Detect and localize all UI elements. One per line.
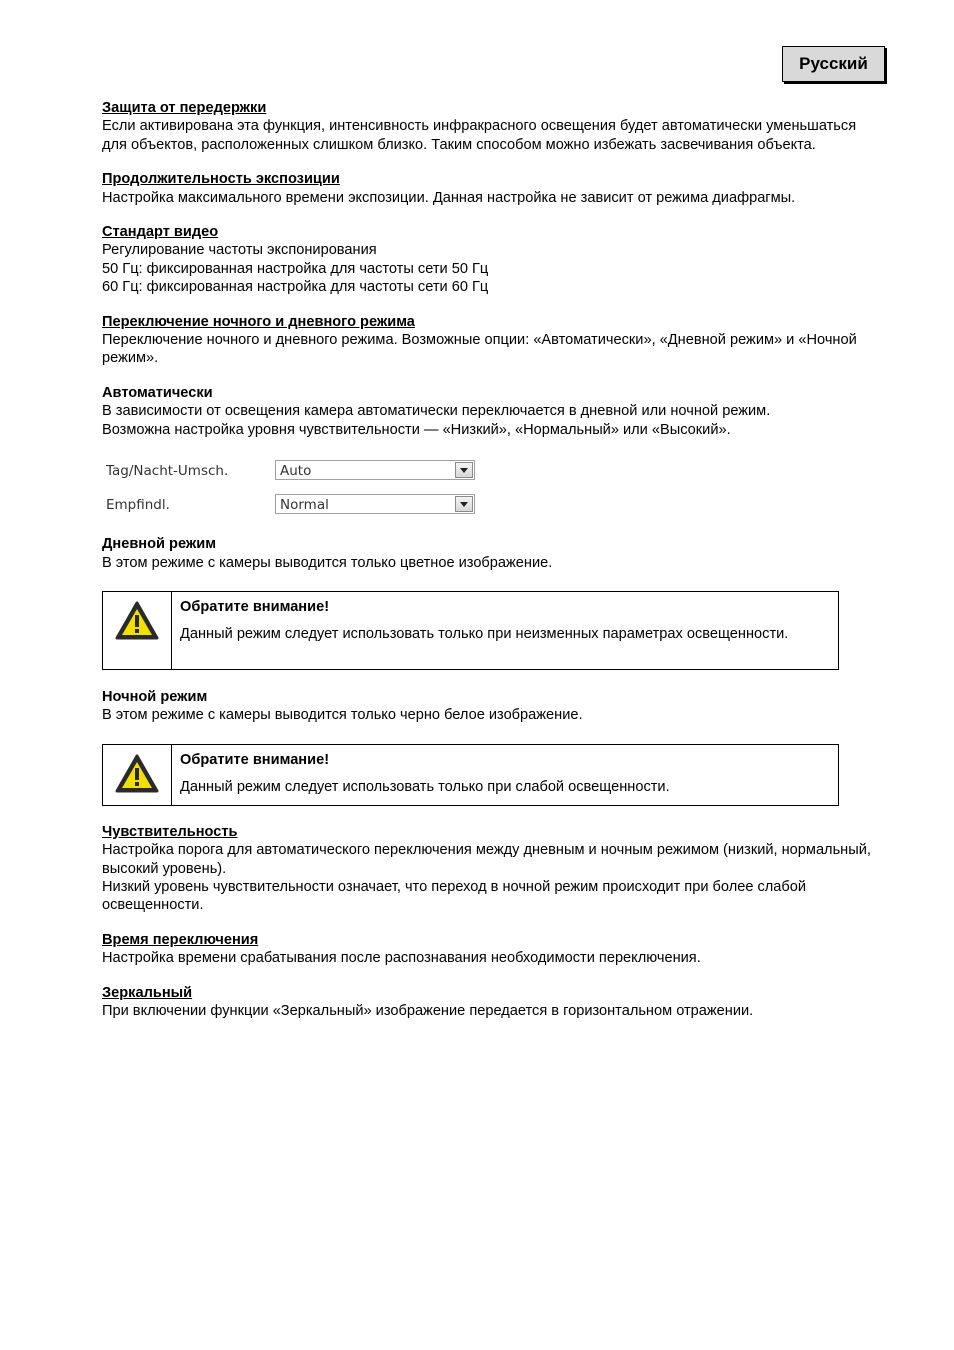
settings-screenshot [102, 453, 872, 535]
section-title: Чувствительность [102, 823, 238, 840]
section-exposure-duration [102, 170, 872, 207]
note-title: Обратите внимание! [180, 751, 330, 768]
section-mirror [102, 984, 872, 1021]
section-automatic [102, 384, 872, 439]
document-body [102, 99, 872, 1020]
section-title: Переключение ночного и дневного режима [102, 313, 415, 330]
select-value: Auto [280, 463, 312, 480]
note-icon-cell [103, 592, 172, 669]
warning-triangle-icon [115, 601, 159, 641]
note-text: Данный режим следует использовать только при неизменных параметрах освещенности. [180, 626, 789, 643]
note-text: Данный режим следует использовать только при слабой освещенности. [180, 779, 670, 796]
note-box [102, 744, 839, 806]
section-text: Низкий уровень чувствительности означает, что переход в ночной режим происходит при более слабой освещенности. [102, 878, 807, 914]
note-body [172, 745, 838, 805]
sensitivity-select[interactable] [275, 494, 475, 514]
section-text: Регулирование частоты экспонирования [102, 242, 377, 259]
section-text: При включении функции «Зеркальный» изображение передается в горизонтальном отражении. [102, 1002, 754, 1019]
section-title: Продолжительность экспозиции [102, 171, 340, 188]
section-text: В этом режиме с камеры выводится только черно белое изображение. [102, 707, 583, 724]
section-text: Настройка порога для автоматического переключения между дневным и ночным режимом (низкий, нормальный, высокий уровень). [102, 842, 871, 877]
language-badge: Русский [782, 46, 885, 82]
section-title: Автоматически [102, 384, 213, 401]
section-video-standard [102, 223, 872, 297]
note-title: Обратите внимание! [180, 598, 330, 615]
section-text: 60 Гц: фиксированная настройка для частоты сети 60 Гц [102, 279, 489, 296]
section-switch-time [102, 931, 872, 968]
section-title: Ночной режим [102, 688, 208, 705]
section-title: Время переключения [102, 931, 259, 948]
section-day-night-switch [102, 313, 872, 368]
section-night-mode [102, 688, 872, 725]
section-text: Если активирована эта функция, интенсивность инфракрасного освещения будет автоматически уменьшаться для объектов, расположенных слишком близко. Таким способом можно избежать засвечивания объекта. [102, 118, 857, 153]
section-text: В этом режиме с камеры выводится только цветное изображение. [102, 554, 553, 571]
setting-label: Empfindl. [106, 497, 170, 514]
section-title: Защита от передержки [102, 100, 267, 116]
note-body [172, 592, 838, 669]
chevron-down-icon[interactable] [455, 496, 473, 512]
section-title: Дневной режим [102, 536, 217, 553]
section-overexposure [102, 99, 872, 154]
section-title: Зеркальный [102, 984, 193, 1001]
setting-row-sensitivity [102, 494, 478, 516]
setting-row-day-night [102, 460, 478, 482]
day-night-select[interactable] [275, 460, 475, 480]
section-text: Настройка времени срабатывания после распознавания необходимости переключения. [102, 950, 701, 967]
select-value: Normal [280, 497, 329, 514]
section-sensitivity [102, 823, 872, 915]
section-day-mode [102, 535, 872, 572]
note-icon-cell [103, 745, 172, 805]
section-text: Настройка максимального времени экспозиции. Данная настройка не зависит от режима диафрагмы. [102, 189, 796, 206]
warning-triangle-icon [115, 754, 159, 794]
section-title: Стандарт видео [102, 224, 219, 241]
section-text: 50 Гц: фиксированная настройка для частоты сети 50 Гц [102, 260, 489, 277]
chevron-down-icon[interactable] [455, 462, 473, 478]
section-text: Возможна настройка уровня чувствительности — «Низкий», «Нормальный» или «Высокий». [102, 421, 731, 438]
section-text: В зависимости от освещения камера автоматически переключается в дневной или ночной режим. [102, 403, 771, 420]
note-box [102, 591, 839, 670]
section-text: Переключение ночного и дневного режима. Возможные опции: «Автоматически», «Дневной режим» и «Ночной режим». [102, 332, 857, 367]
setting-label: Tag/Nacht-Umsch. [106, 463, 229, 480]
